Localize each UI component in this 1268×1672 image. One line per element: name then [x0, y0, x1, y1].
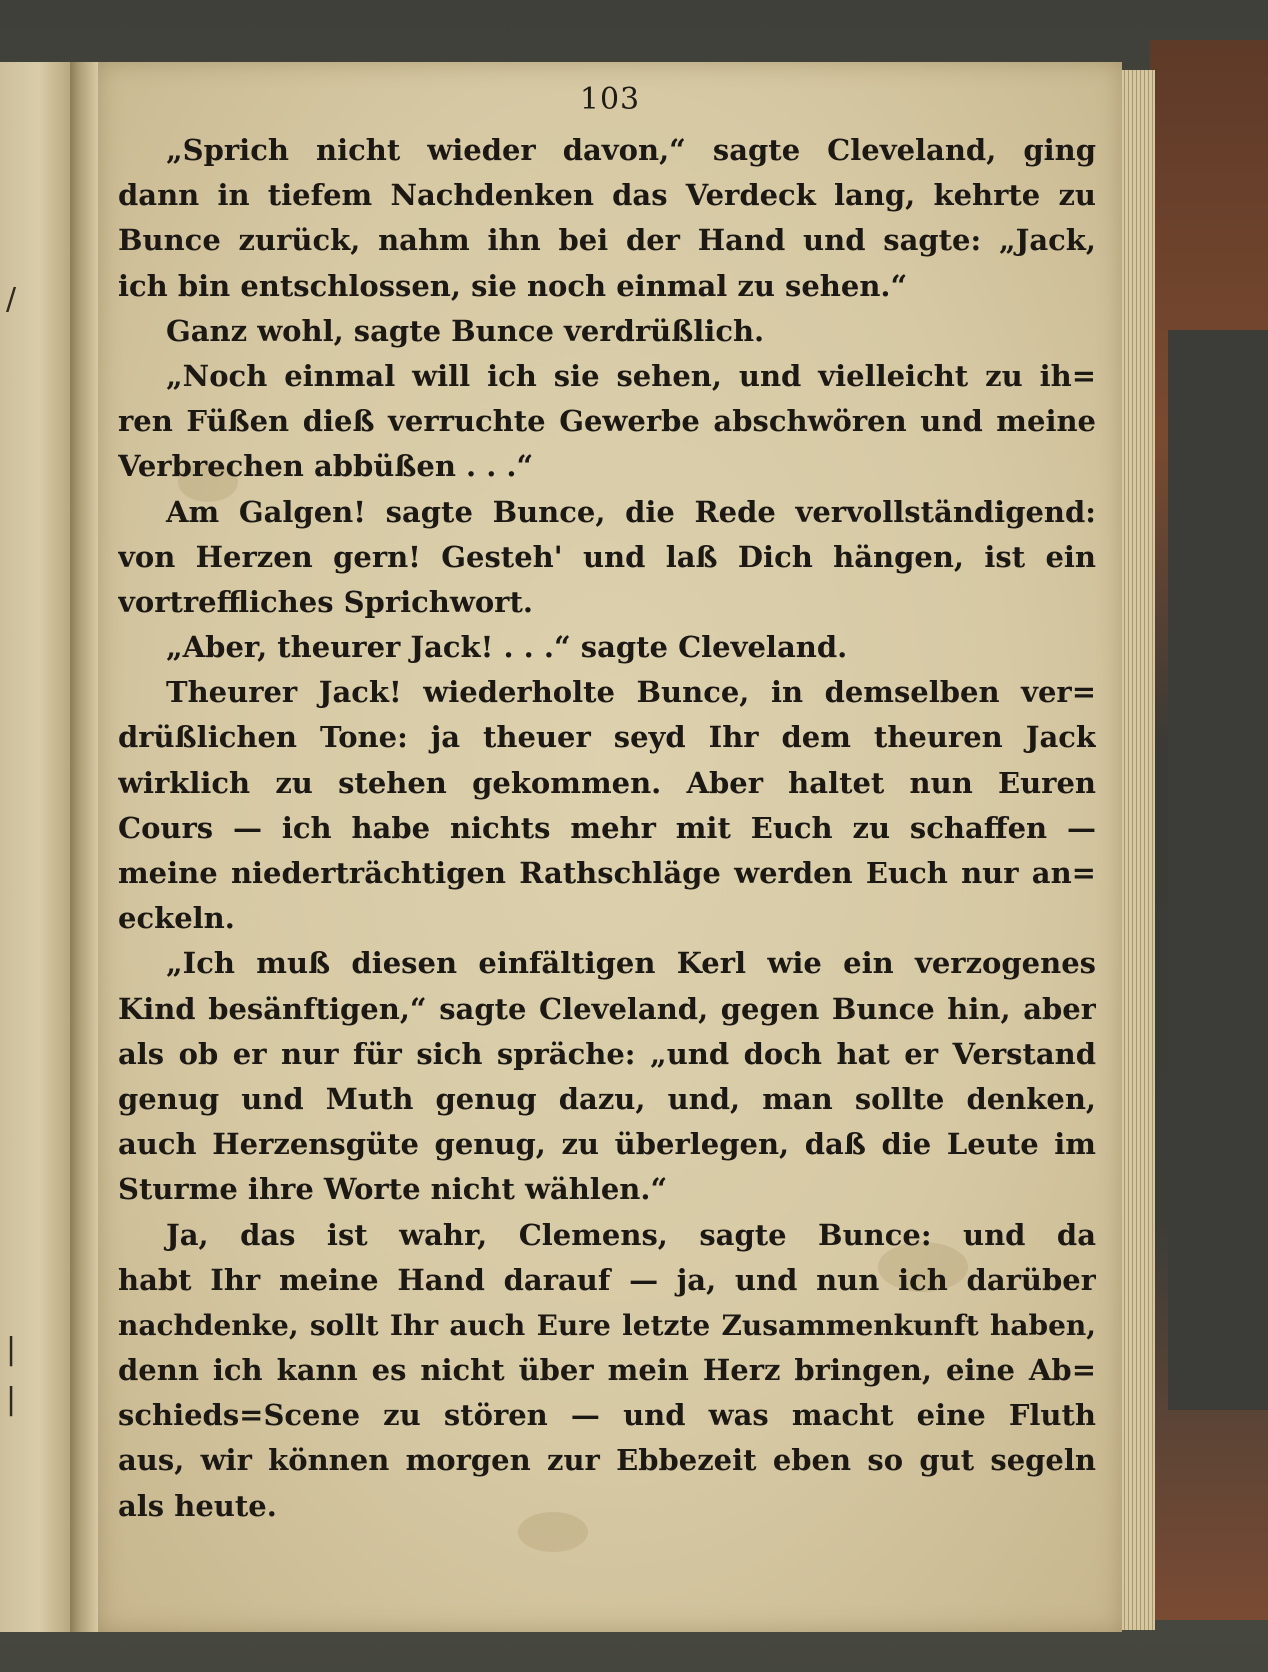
book-page [98, 62, 1122, 1632]
text-line: Kind besänftigen,“ sagte Cleveland, gegen Bunce hin, aber [118, 991, 1096, 1026]
adjacent-page-edge [0, 62, 72, 1632]
text-line: als heute. [118, 1488, 277, 1523]
text-line: vortreffliches Sprichwort. [118, 584, 533, 619]
text-line: Ja, das ist wahr, Clemens, sagte Bunce: und da [166, 1217, 1096, 1252]
text-line: „Sprich nicht wieder davon,“ sagte Cleveland, ging [166, 133, 1096, 167]
text-line: Theurer Jack! wiederholte Bunce, in demselben ver= [166, 675, 1096, 710]
text-line: aus, wir können morgen zur Ebbezeit eben so gut segeln [118, 1443, 1096, 1478]
page-number: 103 [579, 82, 641, 117]
text-line: auch Herzensgüte genug, zu überlegen, daß die Leute im [118, 1127, 1096, 1162]
text-line: „Noch einmal will ich sie sehen, und vielleicht zu ih= [166, 358, 1096, 393]
text-line: von Herzen gern! Gesteh' und laß Dich hängen, ist ein [118, 539, 1096, 574]
text-line: Verbrechen abbüßen . . .“ [118, 449, 534, 484]
cover-board [1168, 330, 1268, 1410]
text-line: „Aber, theurer Jack! . . .“ sagte Cleveland. [166, 630, 848, 665]
text-line: eckeln. [118, 901, 235, 936]
text-line: ich bin entschlossen, sie noch einmal zu sehen.“ [118, 268, 908, 303]
text-line: ren Füßen dieß verruchte Gewerbe abschwören und meine [118, 404, 1096, 439]
text-line: Am Galgen! sagte Bunce, die Rede vervollständigend: [166, 494, 1096, 529]
text-line: genug und Muth genug dazu, und, man sollte denken, [118, 1081, 1096, 1116]
text-line: habt Ihr meine Hand darauf — ja, und nun ich darüber [118, 1262, 1096, 1297]
text-line: Ganz wohl, sagte Bunce verdrüßlich. [166, 313, 765, 348]
text-line: schieds=Scene zu stören — und was macht eine Fluth [118, 1398, 1096, 1433]
book-gutter [70, 62, 98, 1632]
text-line: drüßlichen Tone: ja theuer seyd Ihr dem theuren Jack [118, 720, 1096, 755]
text-line: Bunce zurück, nahm ihn bei der Hand und sagte: „Jack, [118, 223, 1096, 258]
text-line: nachdenke, sollt Ihr auch Eure letzte Zusammenkunft haben, [118, 1308, 1096, 1342]
text-line: als ob er nur für sich spräche: „und doch hat er Verstand [118, 1036, 1096, 1071]
text-line: „Ich muß diesen einfältigen Kerl wie ein verzogenes [166, 946, 1096, 981]
text-line: Sturme ihre Worte nicht wählen.“ [118, 1172, 668, 1207]
adjacent-page-mark: | [6, 1332, 17, 1367]
text-line: wirklich zu stehen gekommen. Aber haltet nun Euren [118, 765, 1096, 800]
body-text [118, 128, 1096, 1529]
text-line: Cours — ich habe nichts mehr mit Euch zu schaffen — [118, 810, 1096, 845]
text-line: denn ich kann es nicht über mein Herz bringen, eine Ab= [118, 1353, 1096, 1388]
adjacent-page-mark: / [6, 282, 17, 317]
text-line: dann in tiefem Nachdenken das Verdeck lang, kehrte zu [118, 178, 1096, 213]
page-block-edges [1120, 70, 1155, 1630]
adjacent-page-mark: | [6, 1382, 17, 1417]
text-line: meine niederträchtigen Rathschläge werden Euch nur an= [118, 856, 1096, 890]
